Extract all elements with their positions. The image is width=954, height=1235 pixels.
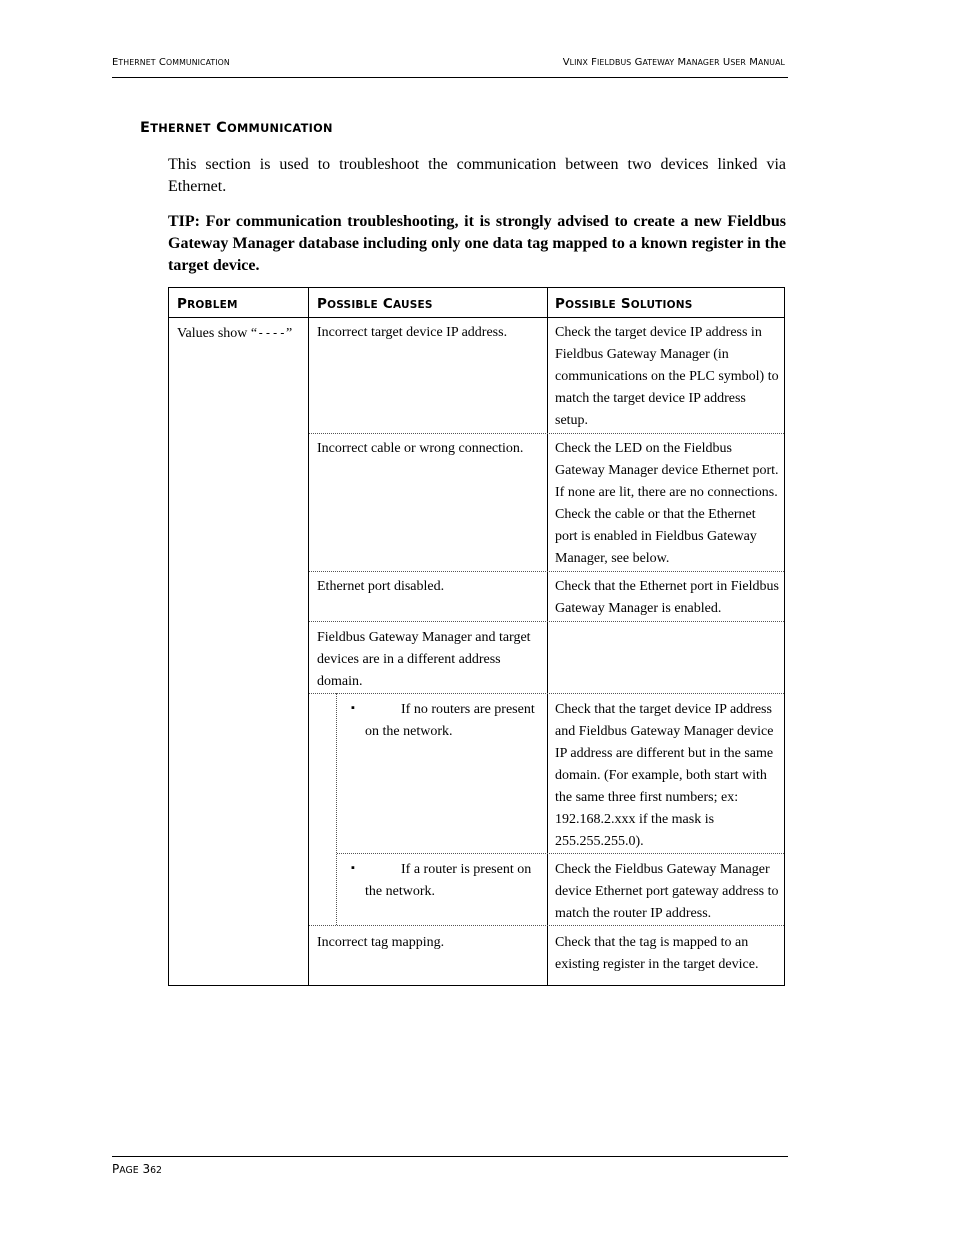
sub-column-divider: [336, 693, 337, 925]
solution-cell: Check that the target device IP address and Fieldbus Gateway Manager device IP address are different but in the same domain. (For example, both start with the same three first numbers; ex: 192.168.2.xxx if the mask is 255.255.255.0).: [555, 702, 774, 849]
row-separator: [309, 621, 784, 622]
bullet-marker: ▪: [351, 862, 355, 874]
cause-cell: Incorrect tag mapping.: [317, 935, 445, 950]
page-number: PAGE 362: [112, 1162, 162, 1176]
solution-cell: Check the LED on the Fieldbus Gateway Manager device Ethernet port. If none are lit, there are no connections. Check the cable or that the Ethernet port is enabled in Fieldbus Gateway Manager, see below.: [555, 441, 779, 566]
problem-cell: [177, 322, 303, 345]
header-problem: PROBLEM: [177, 296, 238, 312]
bullet-marker: ▪: [351, 702, 355, 714]
running-header-left: ETHERNET COMMUNICATION: [112, 57, 230, 68]
cause-cell: Incorrect target device IP address.: [317, 325, 508, 340]
header-possible-solutions: POSSIBLE SOLUTIONS: [555, 296, 693, 312]
row-separator: [309, 571, 784, 572]
footer-rule: [112, 1156, 788, 1157]
solution-cell: Check that the tag is mapped to an existing register in the target device.: [555, 935, 759, 972]
row-separator: [309, 925, 784, 926]
problem-code: ----: [257, 326, 287, 340]
row-separator: [309, 433, 784, 434]
cause-cell: Ethernet port disabled.: [317, 579, 445, 594]
solution-cell: Check that the Ethernet port in Fieldbus Gateway Manager is enabled.: [555, 579, 779, 616]
problem-suffix: ”: [286, 326, 293, 341]
header-possible-causes: POSSIBLE CAUSES: [317, 296, 433, 312]
cause-cell: If a router is present on the network.: [365, 862, 532, 899]
solution-cell: Check the target device IP address in Fieldbus Gateway Manager (in communications on the PLC symbol) to match the target device IP address setup.: [555, 325, 779, 428]
cause-cell: Incorrect cable or wrong connection.: [317, 441, 524, 456]
header-row-border: [169, 317, 784, 318]
tip-paragraph: TIP: For communication troubleshooting, it is strongly advised to create a new Fieldbus Gateway Manager database including only one data tag mapped to a known register in the target device.: [168, 213, 786, 274]
row-separator: [309, 693, 784, 694]
header-rule: [112, 77, 788, 78]
row-separator: [337, 853, 784, 854]
column-divider-2: [547, 288, 548, 985]
troubleshooting-table: [168, 287, 785, 986]
running-header-right: VLINX FIELDBUS GATEWAY MANAGER USER MANUAL: [562, 57, 785, 68]
column-divider-1: [308, 288, 309, 985]
cause-cell: Fieldbus Gateway Manager and target devices are in a different address domain.: [317, 630, 531, 689]
solution-cell: Check the Fieldbus Gateway Manager device Ethernet port gateway address to match the router IP address.: [555, 862, 779, 921]
problem-prefix: Values show “: [177, 326, 258, 341]
cause-cell: If no routers are present on the network.: [365, 702, 535, 739]
section-title: ETHERNET COMMUNICATION: [140, 120, 333, 136]
intro-paragraph: This section is used to troubleshoot the communication between two devices linked via Ethernet.: [168, 156, 786, 195]
